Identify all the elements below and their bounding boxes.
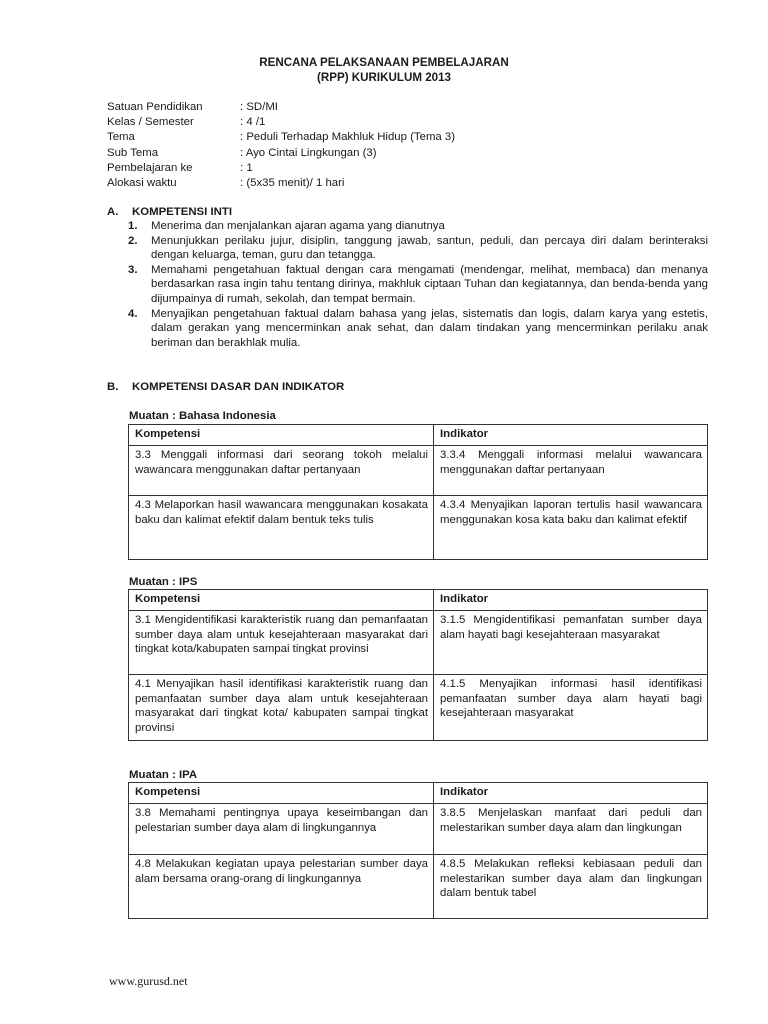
column-header-indikator: Indikator [434,783,708,804]
muatan-label-bahasa-indonesia: Muatan : Bahasa Indonesia [129,410,276,422]
identity-block [107,100,455,191]
list-text: Memahami pengetahuan faktual dengan cara mengamati (mendengar, melihat, membaca) dan menanya berdasarkan rasa ingin tahu tentang dirinya, makhluk ciptaan Tuhan dan kegiatannya, dan benda-benda yang dijumpainya di rumah, sekolah, dan tempat bermain. [151,263,708,305]
identity-value: : 4 /1 [240,116,266,129]
section-letter: B. [107,381,119,393]
identity-value: : SD/MI [240,101,278,113]
section-heading-kompetensi-inti [107,205,232,220]
list-item [128,307,708,351]
identity-label: Pembelajaran ke [107,161,193,174]
table-cell: 4.8 Melakukan kegiatan upaya pelestarian sumber daya alam bersama orang-orang di lingkungannya [129,855,434,919]
column-header-indikator: Indikator [434,590,708,611]
footer-website-link[interactable]: www.gurusd.net [109,974,188,988]
section-heading-kompetensi-dasar [107,380,344,395]
table-cell: 4.1 Menyajikan hasil identifikasi karakteristik ruang dan pemanfaatan sumber daya alam untuk kesejahteraan masyarakat dari tingkat kota/ kabupaten sampai tingkat provinsi [129,675,434,741]
kompetensi-inti-list [128,219,708,350]
table-bahasa-indonesia [128,424,708,560]
identity-row [107,115,455,130]
list-item [128,234,708,263]
section-title: KOMPETENSI INTI [132,206,232,218]
identity-label: Kelas / Semester [107,116,194,129]
document-subtitle: (RPP) KURIKULUM 2013 [317,71,451,84]
table-cell: 3.8.5 Menjelaskan manfaat dari peduli dan melestarikan sumber daya alam dan lingkungan [434,804,708,855]
identity-label: Sub Tema [107,146,159,159]
identity-row [107,146,455,161]
identity-value: : Ayo Cintai Lingkungan (3) [240,146,377,159]
column-header-kompetensi: Kompetensi [129,590,434,611]
list-item [128,219,708,234]
list-text: Menerima dan menjalankan ajaran agama yang dianutnya [151,220,445,232]
identity-value: : (5x35 menit)/ 1 hari [240,176,345,189]
section-letter: A. [107,206,119,218]
table-row [129,804,708,855]
identity-row [107,161,455,176]
table-header-row [129,783,708,804]
table-row [129,675,708,741]
table-cell: 3.1 Mengidentifikasi karakteristik ruang dan pemanfaatan sumber daya alam untuk kesejahteraan masyarakat dari tingkat kota/kabupaten sampai tingkat provinsi [129,611,434,675]
table-row [129,855,708,919]
table-ipa [128,782,708,919]
document-title: RENCANA PELAKSANAAN PEMBELAJARAN [259,56,509,69]
table-cell: 3.3 Menggali informasi dari seorang tokoh melalui wawancara menggunakan daftar pertanyaan [129,446,434,496]
identity-label: Satuan Pendidikan [107,101,203,113]
list-number: 3. [128,263,138,276]
table-cell: 4.3.4 Menyajikan laporan tertulis hasil wawancara menggunakan kosa kata baku dan kalimat efektif [434,496,708,560]
table-ips [128,589,708,741]
section-title: KOMPETENSI DASAR DAN INDIKATOR [132,381,345,393]
table-header-row [129,425,708,446]
table-cell: 4.1.5 Menyajikan informasi hasil identifikasi pemanfaatan sumber daya alam hayati bagi kesejahteraan masyarakat [434,675,708,741]
table-cell: 3.8 Memahami pentingnya upaya keseimbangan dan pelestarian sumber daya alam di lingkungannya [129,804,434,855]
table-cell: 4.3 Melaporkan hasil wawancara menggunakan kosakata baku dan kalimat efektif dalam bentuk teks tulis [129,496,434,560]
identity-row [107,176,455,191]
identity-label: Tema [107,131,135,144]
table-row [129,446,708,496]
table-cell: 4.8.5 Melakukan refleksi kebiasaan peduli dan melestarikan sumber daya alam dan lingkungan dalam bentuk tabel [434,855,708,919]
table-row [129,611,708,675]
list-item [128,263,708,307]
list-number: 2. [128,234,138,247]
identity-row [107,130,455,145]
column-header-kompetensi: Kompetensi [129,425,434,446]
list-text: Menyajikan pengetahuan faktual dalam bahasa yang jelas, sistematis dan logis, dalam karya yang estetis, dalam gerakan yang mencerminkan anak sehat, dan dalam tindakan yang mencerminkan perilaku anak beriman dan berakhlak mulia. [151,307,708,349]
column-header-kompetensi: Kompetensi [129,783,434,804]
list-number: 1. [128,220,138,232]
table-row [129,496,708,560]
identity-label: Alokasi waktu [107,176,177,189]
muatan-label-ips: Muatan : IPS [129,576,198,588]
list-number: 4. [128,307,138,320]
table-cell: 3.1.5 Mengidentifikasi pemanfatan sumber daya alam hayati bagi kesejahteraan masyarakat [434,611,708,675]
list-text: Menunjukkan perilaku jujur, disiplin, tanggung jawab, santun, peduli, dan percaya diri dalam berinteraksi dengan keluarga, teman, guru dan tetangga. [151,234,708,262]
identity-value: : 1 [240,161,253,174]
identity-row [107,100,455,115]
table-cell: 3.3.4 Menggali informasi melalui wawancara menggunakan daftar pertanyaan [434,446,708,496]
muatan-label-ipa: Muatan : IPA [129,769,198,781]
table-header-row [129,590,708,611]
identity-value: : Peduli Terhadap Makhluk Hidup (Tema 3) [240,131,456,144]
column-header-indikator: Indikator [434,425,708,446]
